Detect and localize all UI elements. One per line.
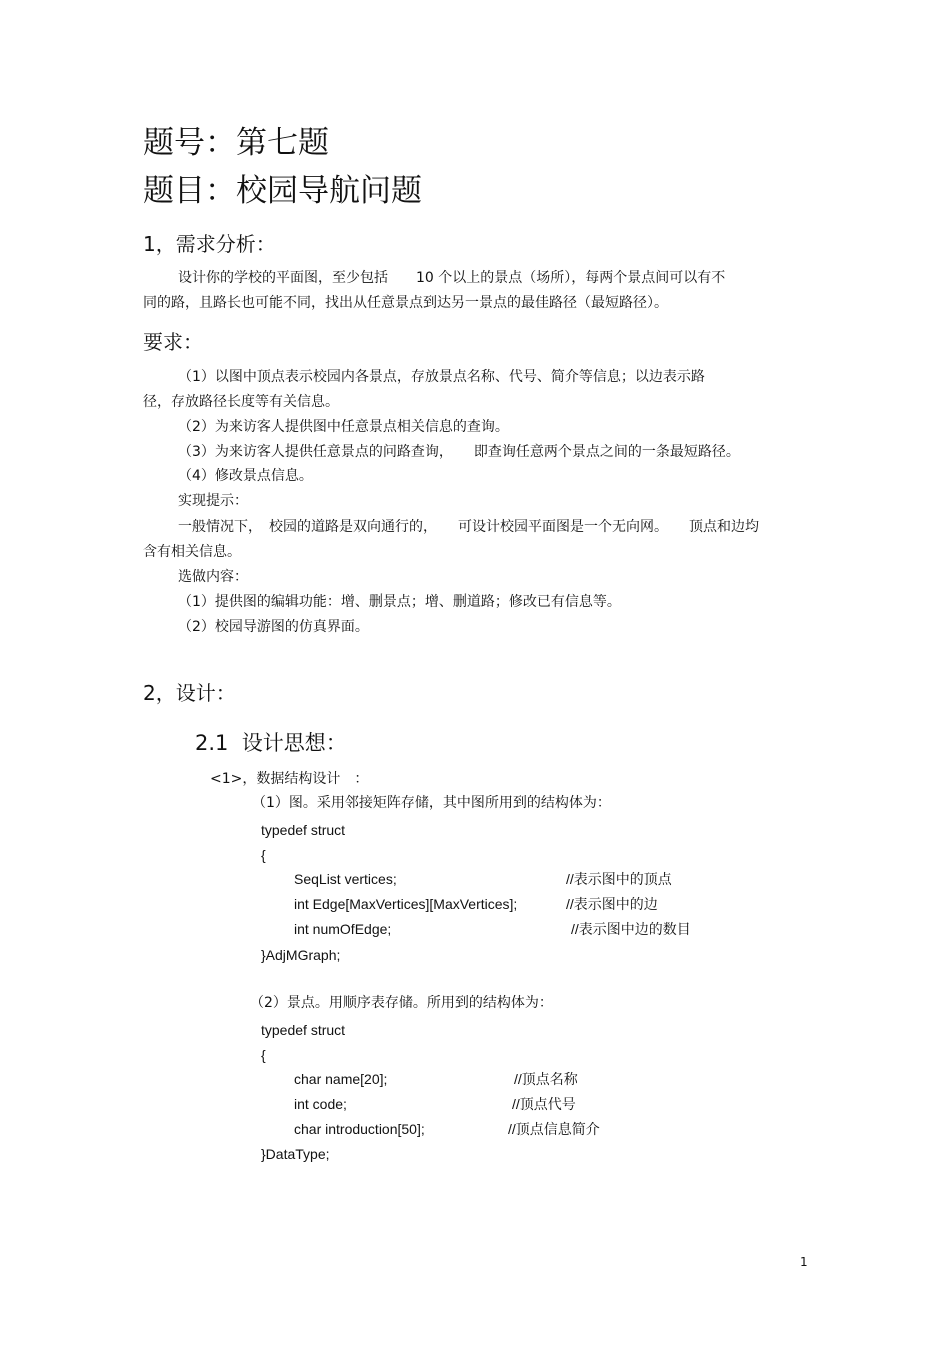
title-subject: 题目：校园导航问题: [143, 173, 422, 209]
intro-line-2: 同的路，且路长也可能不同，找出从任意景点到达另一景点的最佳路径（最短路径）。: [143, 295, 668, 311]
section1-heading: 1，需求分析：: [143, 232, 276, 256]
spot-code-field-name: char name[20];: [294, 1071, 388, 1087]
spot-code-typedef: typedef struct: [261, 1022, 346, 1038]
spot-code-open-brace: {: [261, 1047, 266, 1063]
spot-code-field-introduction: char introduction[50];: [294, 1121, 425, 1137]
spot-code-comment-name: //顶点名称: [514, 1071, 578, 1087]
requirement-4: （4）修改景点信息。: [178, 468, 313, 484]
requirement-1-line-1: （1）以图中顶点表示校园内各景点，存放景点名称、代号、简介等信息；以边表示路: [178, 369, 705, 385]
graph-description: （1）图。采用邻接矩阵存储，其中图所用到的结构体为：: [252, 795, 611, 811]
graph-code-field-numofedge: int numOfEdge;: [294, 921, 392, 937]
graph-code-comment-edge: //表示图中的边: [566, 896, 658, 912]
graph-code-comment-vertices: //表示图中的顶点: [566, 871, 672, 887]
requirement-1-line-2: 径，存放路径长度等有关信息。: [143, 394, 339, 410]
data-structure-label: <1>，数据结构设计 ：: [210, 771, 369, 787]
optional-1: （1）提供图的编辑功能：增、删景点；增、删道路；修改已有信息等。: [178, 594, 621, 610]
graph-code-open-brace: {: [261, 847, 266, 863]
page-number: 1: [800, 1255, 808, 1269]
requirement-2: （2）为来访客人提供图中任意景点相关信息的查询。: [178, 419, 509, 435]
graph-code-close: }AdjMGraph;: [261, 947, 341, 963]
optional-2: （2）校园导游图的仿真界面。: [178, 619, 369, 635]
section2-heading: 2，设计：: [143, 681, 236, 705]
spot-code-field-code: int code;: [294, 1096, 347, 1112]
hint-line-1: 一般情况下， 校园的道路是双向通行的， 可设计校园平面图是一个无向网。 顶点和边均: [178, 519, 759, 535]
graph-code-field-edge: int Edge[MaxVertices][MaxVertices];: [294, 896, 518, 912]
spot-code-comment-code: //顶点代号: [512, 1096, 576, 1112]
hint-line-2: 含有相关信息。: [143, 544, 241, 560]
spot-code-close: }DataType;: [261, 1146, 330, 1162]
spot-description: （2）景点。用顺序表存储。所用到的结构体为：: [250, 995, 553, 1011]
intro-line-1: 设计你的学校的平面图，至少包括 10 个以上的景点（场所），每两个景点间可以有不: [178, 270, 726, 286]
spot-code-comment-introduction: //顶点信息简介: [508, 1121, 600, 1137]
requirement-3: （3）为来访客人提供任意景点的问路查询， 即查询任意两个景点之间的一条最短路径。: [178, 444, 740, 460]
graph-code-field-vertices: SeqList vertices;: [294, 871, 397, 887]
section2-1-heading: 2.1 设计思想：: [195, 731, 347, 755]
graph-code-typedef: typedef struct: [261, 822, 346, 838]
graph-code-comment-numofedge: //表示图中边的数目: [571, 921, 691, 937]
optional-heading: 选做内容：: [178, 569, 248, 585]
requirements-heading: 要求：: [143, 330, 203, 354]
title-number: 题号：第七题: [143, 125, 329, 161]
hint-heading: 实现提示：: [178, 493, 248, 509]
